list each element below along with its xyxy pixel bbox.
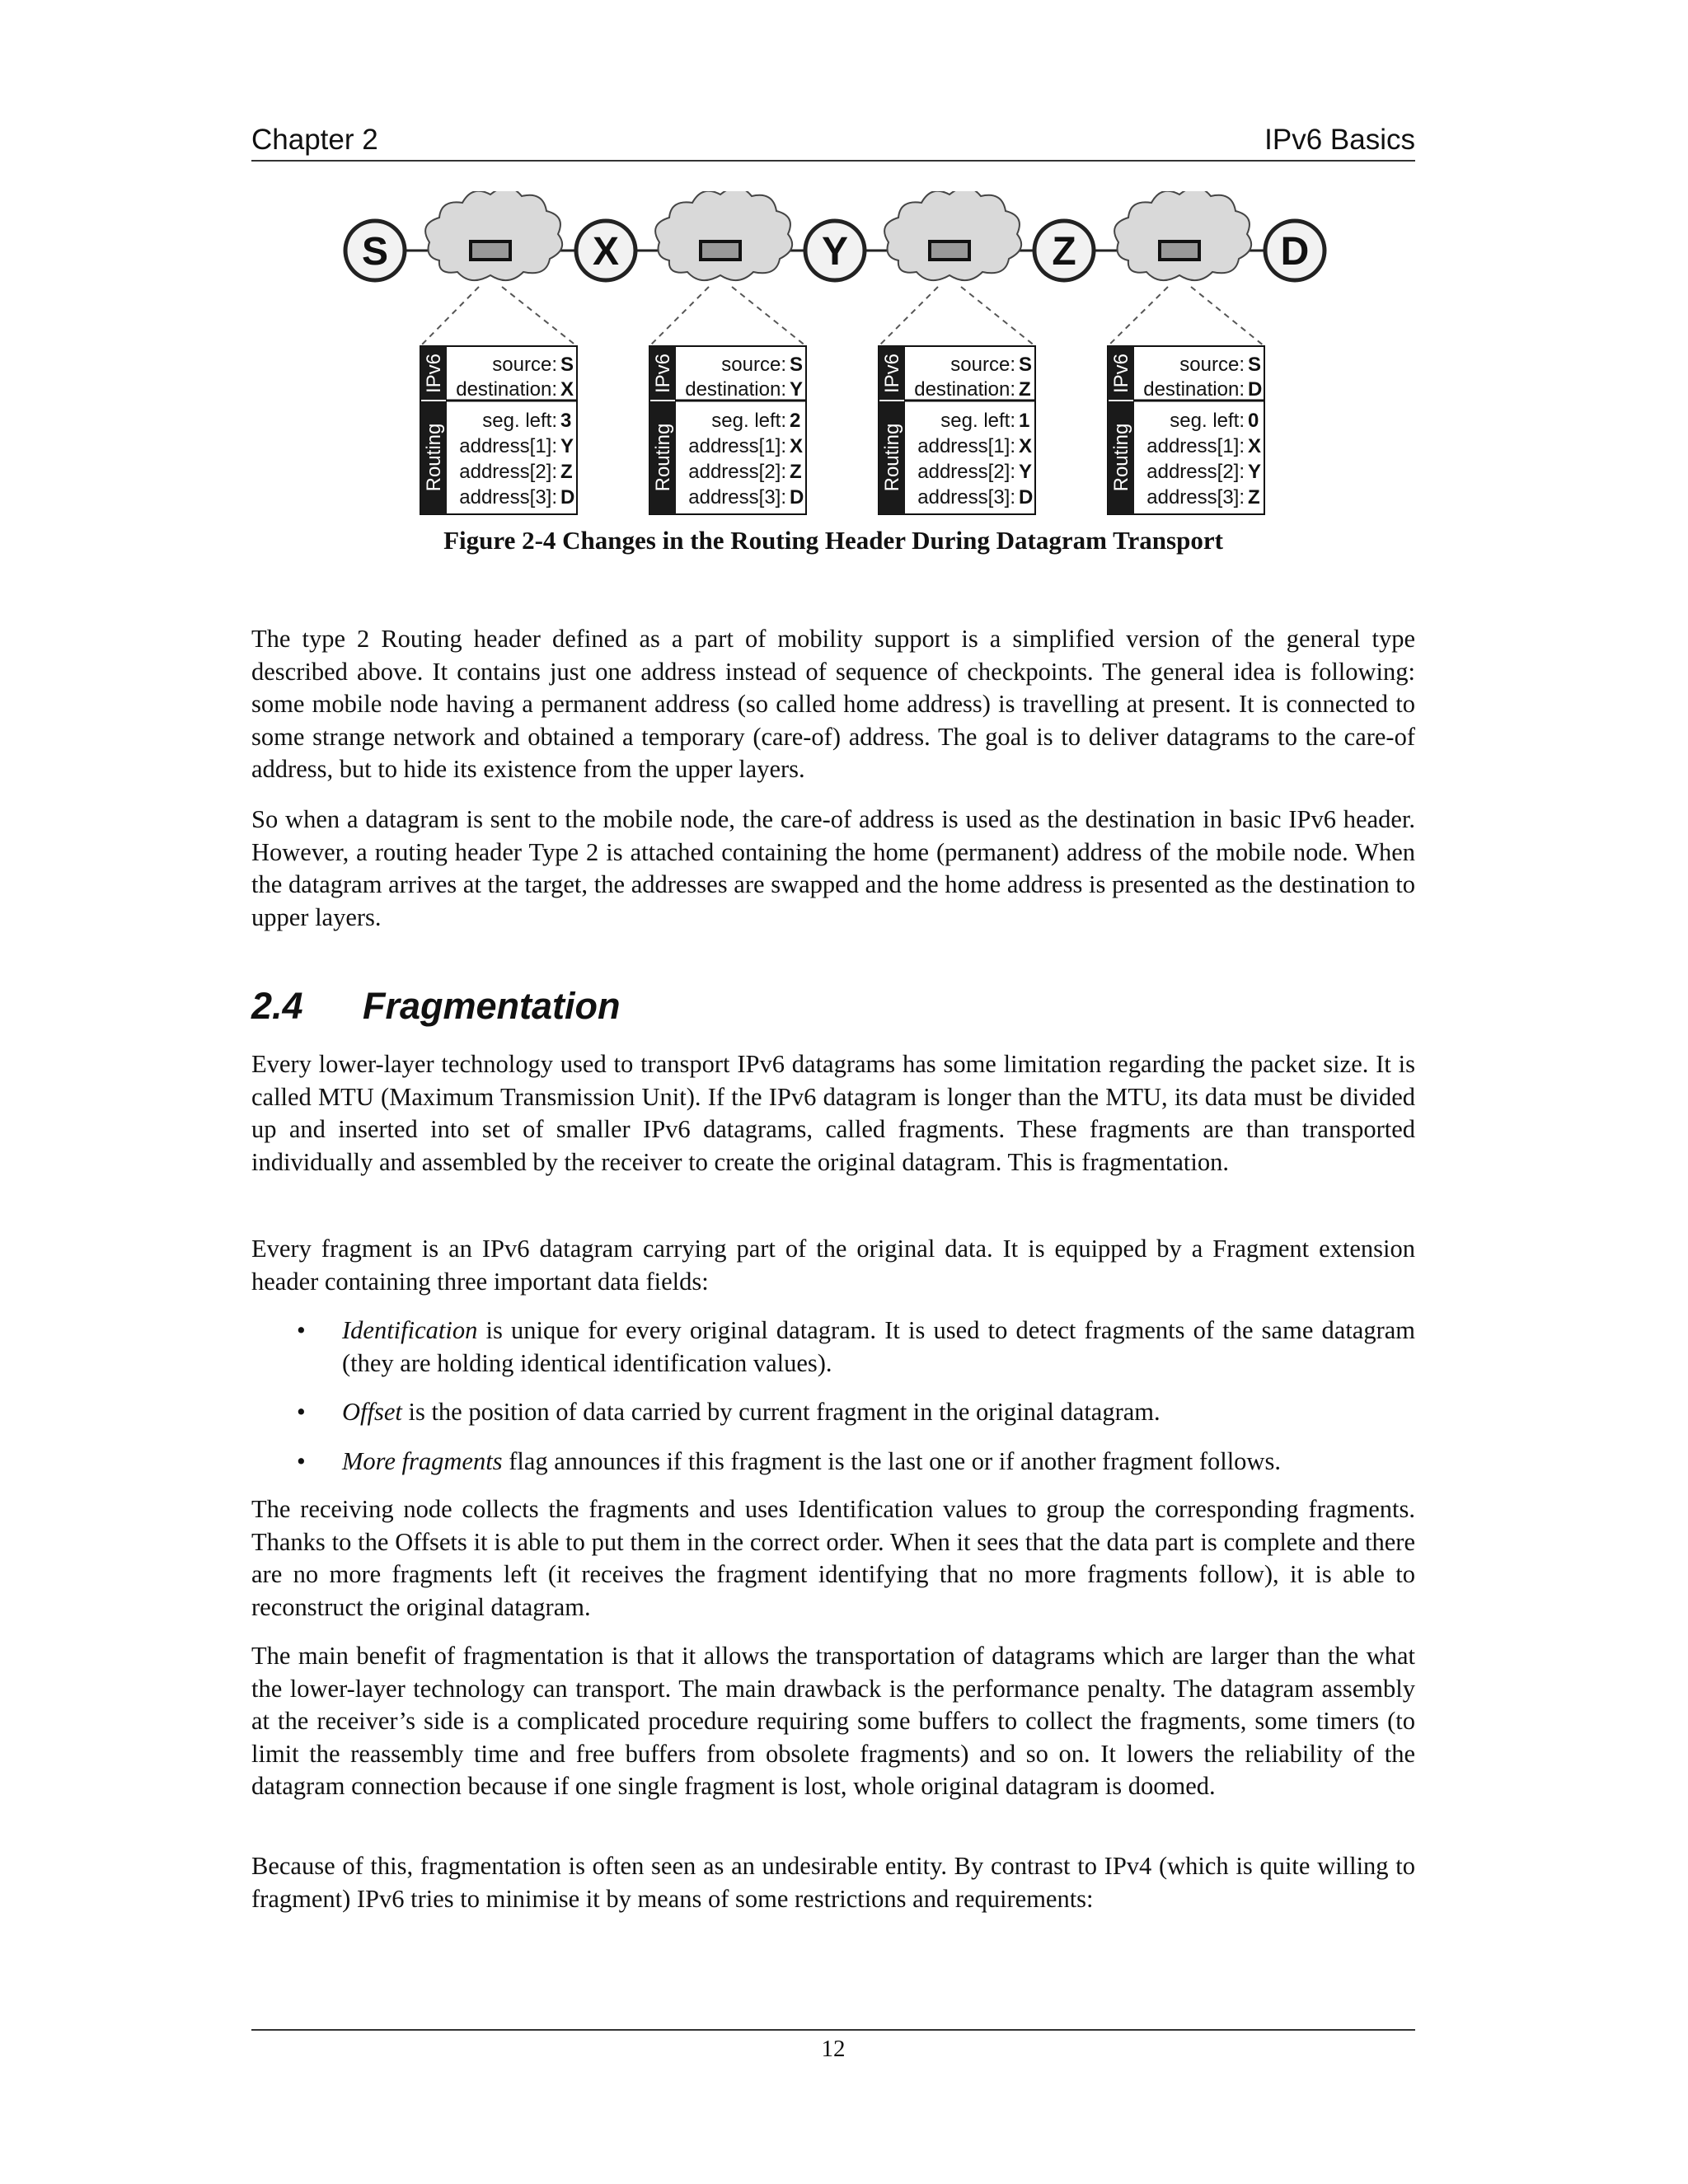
routing-diagram — [334, 191, 1356, 521]
seg-left-label: seg. left: — [1170, 410, 1245, 432]
routing-header-figure — [334, 191, 1356, 521]
list-item-text: flag announces if this fragment is the last one or if another fragment follows. — [502, 1446, 1281, 1475]
router-icon — [701, 241, 740, 260]
address-2-value: Y — [1019, 461, 1033, 483]
ipv6-label: IPv6 — [1110, 353, 1132, 394]
bullet: • — [297, 1446, 306, 1475]
paragraph-reassembly: The receiving node collects the fragments and uses Identification values to group the corresponding fragments. Thanks to the Offsets it is able to put them in the correct order. When it sees that the data part is complete and there are no more fragments left (it receives the fragment identifying that no more fragments follow), it is able to reconstruct the original datagram. — [251, 1495, 1415, 1621]
destination-label: destination: — [1143, 378, 1245, 401]
node-y-label: Y — [821, 230, 849, 274]
fragment-fields-list — [251, 1315, 1415, 1478]
paragraph-care-of-address: So when a datagram is sent to the mobile node, the care-of address is used as the destination in basic IPv6 header. However, a routing header Type 2 is attached containing the home (permanent) address of the mobile node. When the datagram arrives at the target, the addresses are swapped and the home address is presented as the destination to upper layers. — [251, 805, 1415, 931]
bullet: • — [297, 1398, 306, 1426]
list-item — [251, 1315, 1415, 1380]
address-1-label: address[1]: — [917, 435, 1015, 457]
address-1-label: address[1]: — [1146, 435, 1245, 457]
leader-line — [732, 287, 806, 346]
seg-left-value: 1 — [1019, 410, 1030, 432]
source-label: source: — [950, 354, 1015, 376]
seg-left-label: seg. left: — [482, 410, 557, 432]
source-value: S — [560, 354, 574, 376]
source-value: S — [1019, 354, 1033, 376]
source-label: source: — [721, 354, 786, 376]
seg-left-label: seg. left: — [711, 410, 786, 432]
chapter-label: Chapter 2 — [251, 124, 378, 156]
address-3-label: address[3]: — [459, 486, 557, 509]
node-d-label: D — [1280, 230, 1310, 274]
leader-line — [1191, 287, 1264, 346]
destination-label: destination: — [456, 378, 557, 401]
ipv6-label: IPv6 — [881, 353, 903, 394]
address-1-value: X — [1248, 435, 1262, 457]
seg-left-value: 0 — [1248, 410, 1259, 432]
destination-value: D — [1248, 378, 1263, 401]
network-cloud-icon — [425, 191, 562, 280]
leader-line — [1108, 287, 1168, 346]
figure-caption: Figure 2-4 Changes in the Routing Header During Datagram Transport — [443, 526, 1223, 555]
term-more-fragments: More fragments — [342, 1446, 503, 1475]
address-2-value: Y — [1248, 461, 1262, 483]
list-item — [251, 1446, 1415, 1479]
list-item-text: is unique for every original datagram. It is used to detect fragments of the same datagram (they are holding identical identification values). — [342, 1316, 1415, 1377]
list-item — [251, 1396, 1415, 1429]
address-2-value: Z — [560, 461, 573, 483]
ipv6-label: IPv6 — [652, 353, 674, 394]
seg-left-value: 2 — [790, 410, 801, 432]
ipv6-label: IPv6 — [423, 353, 445, 394]
leader-line — [502, 287, 577, 346]
section-heading — [251, 985, 621, 1028]
section-number: 2.4 — [251, 985, 303, 1027]
router-icon — [1160, 241, 1199, 260]
network-cloud-icon — [884, 191, 1021, 280]
paragraph-benefits-drawbacks: The main benefit of fragmentation is that it allows the transportation of datagrams which are larger than the what the lower-layer technology can transport. The main drawback is the performance penalty. The datagram assembly at the receiver’s side is a complicated procedure requiring some buffers to collect the fragments, some timers (to limit the reassembly time and free buffers from obsolete fragments) and so on. It lowers the reliability of the datagram connection because if one single fragment is lost, whole original datagram is doomed. — [251, 1642, 1415, 1800]
destination-value: Y — [790, 378, 804, 401]
seg-left-value: 3 — [560, 410, 572, 432]
address-1-label: address[1]: — [459, 435, 557, 457]
section-title: Fragmentation — [363, 985, 621, 1027]
leader-line — [961, 287, 1035, 346]
routing-label: Routing — [652, 423, 674, 492]
destination-value: X — [560, 378, 574, 401]
routing-label: Routing — [1110, 423, 1132, 492]
running-header — [251, 124, 1415, 162]
list-item-text: is the position of data carried by current fragment in the original datagram. — [401, 1398, 1160, 1426]
chapter-title: IPv6 Basics — [1264, 124, 1415, 156]
address-1-value: X — [790, 435, 804, 457]
footer-rule — [251, 2029, 1415, 2031]
address-2-label: address[2]: — [917, 461, 1015, 483]
address-2-label: address[2]: — [459, 461, 557, 483]
address-2-value: Z — [790, 461, 802, 483]
address-1-label: address[1]: — [688, 435, 786, 457]
network-cloud-icon — [1114, 191, 1251, 280]
paragraph-mtu: Every lower-layer technology used to transport IPv6 datagrams has some limitation regarding the packet size. It is called MTU (Maximum Transmission Unit). If the IPv6 datagram is longer than the MTU, its data must be divided up and inserted into set of smaller IPv6 datagrams, called fragments. These fragments are than transported individually and assembled by the receiver to create the original datagram. This is fragmentation. — [251, 1050, 1415, 1176]
address-1-value: Y — [560, 435, 574, 457]
address-3-label: address[3]: — [1146, 486, 1245, 509]
address-3-label: address[3]: — [688, 486, 786, 509]
destination-label: destination: — [914, 378, 1015, 401]
network-cloud-icon — [655, 191, 792, 280]
address-3-value: D — [560, 486, 575, 509]
leader-line — [649, 287, 709, 346]
leader-line — [420, 287, 479, 346]
address-1-value: X — [1019, 435, 1033, 457]
source-value: S — [1248, 354, 1262, 376]
address-3-label: address[3]: — [917, 486, 1015, 509]
node-x-label: X — [592, 230, 620, 274]
address-3-value: Z — [1248, 486, 1260, 509]
leader-line — [879, 287, 938, 346]
address-2-label: address[2]: — [688, 461, 786, 483]
address-2-label: address[2]: — [1146, 461, 1245, 483]
paragraph-fragment-header: Every fragment is an IPv6 datagram carrying part of the original data. It is equipped by a Fragment extension header containing three important data fields: — [251, 1235, 1415, 1296]
routing-label: Routing — [423, 423, 445, 492]
node-s-label: S — [361, 230, 389, 274]
source-label: source: — [492, 354, 557, 376]
node-z-label: Z — [1052, 230, 1076, 274]
router-icon — [471, 241, 510, 260]
address-3-value: D — [1019, 486, 1034, 509]
destination-value: Z — [1019, 378, 1031, 401]
bullet: • — [297, 1316, 306, 1344]
paragraph-type2-routing: The type 2 Routing header defined as a part of mobility support is a simplified version of the general type described above. It contains just one address instead of sequence of checkpoints. The general idea is following: some mobile node having a permanent address (so called home address) is travelling at present. It is connected to some strange network and obtained a temporary (care-of) address. The goal is to deliver datagrams to the care-of address, but to hide its existence from the upper layers. — [251, 625, 1415, 783]
term-identification: Identification — [342, 1316, 478, 1344]
address-3-value: D — [790, 486, 804, 509]
term-offset: Offset — [342, 1398, 402, 1426]
destination-label: destination: — [685, 378, 786, 401]
paragraph-ipv6-restrictions: Because of this, fragmentation is often seen as an undesirable entity. By contrast to IPv4 (which is quite willing to fragment) IPv6 tries to minimise it by means of some restrictions and requirements: — [251, 1852, 1415, 1913]
seg-left-label: seg. left: — [940, 410, 1015, 432]
router-icon — [930, 241, 969, 260]
source-value: S — [790, 354, 804, 376]
source-label: source: — [1179, 354, 1245, 376]
page-number: 12 — [821, 2036, 846, 2062]
routing-label: Routing — [881, 423, 903, 492]
